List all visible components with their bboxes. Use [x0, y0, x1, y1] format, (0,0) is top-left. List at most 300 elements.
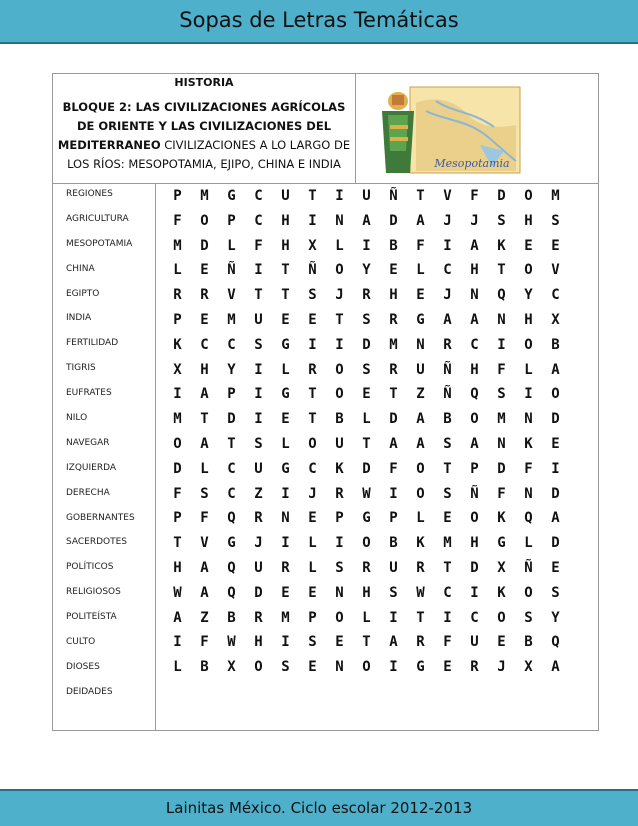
grid-cell: T [362, 634, 371, 651]
grid-cell: P [389, 510, 398, 527]
grid-row [164, 308, 596, 333]
grid-cell: D [389, 411, 398, 428]
grid-cell: O [524, 262, 533, 279]
list-item: MESOPOTAMIA [66, 238, 133, 249]
grid-cell: E [389, 262, 398, 279]
grid-cell: E [416, 287, 425, 304]
letter-grid [164, 184, 596, 680]
grid-cell: A [470, 311, 479, 328]
grid-row [164, 581, 596, 606]
grid-cell: S [308, 287, 317, 304]
grid-row [164, 432, 596, 457]
grid-cell: Z [200, 609, 209, 626]
header-bar [0, 0, 638, 44]
list-item: DIOSES [66, 661, 100, 672]
grid-cell: O [416, 460, 425, 477]
grid-cell: E [281, 411, 290, 428]
grid-cell: I [362, 237, 371, 254]
grid-cell: U [335, 435, 344, 452]
grid-cell: E [443, 659, 452, 676]
grid-cell: F [173, 212, 182, 229]
grid-cell: R [389, 361, 398, 378]
grid-cell: Q [551, 634, 560, 651]
subject-title: HISTORIA [174, 76, 234, 89]
grid-cell: O [254, 659, 263, 676]
grid-cell: I [173, 386, 182, 403]
grid-cell: T [308, 188, 317, 204]
grid-cell: C [227, 460, 236, 477]
grid-cell: D [200, 237, 209, 254]
grid-cell: C [443, 584, 452, 601]
grid-cell: K [524, 435, 533, 452]
grid-cell: A [551, 659, 560, 676]
list-item: POLÍTICOS [66, 562, 114, 573]
grid-cell: D [389, 212, 398, 229]
grid-cell: N [497, 435, 506, 452]
grid-cell: A [470, 435, 479, 452]
grid-cell: I [308, 212, 317, 229]
grid-cell: S [551, 584, 560, 601]
grid-cell: R [254, 609, 263, 626]
grid-cell: R [281, 559, 290, 576]
grid-cell: R [335, 485, 344, 502]
grid-cell: D [497, 188, 506, 204]
grid-cell: T [443, 460, 452, 477]
grid-cell: M [497, 411, 506, 428]
grid-cell: U [416, 361, 425, 378]
grid-cell: C [227, 485, 236, 502]
grid-cell: A [200, 435, 209, 452]
grid-cell: C [200, 336, 209, 353]
grid-cell: J [254, 535, 263, 552]
grid-cell: I [470, 584, 479, 601]
grid-cell: N [281, 510, 290, 527]
grid-cell: E [497, 634, 506, 651]
grid-cell: M [173, 237, 182, 254]
grid-cell: H [281, 237, 290, 254]
grid-cell: F [254, 237, 263, 254]
grid-cell: P [470, 460, 479, 477]
grid-cell: C [470, 336, 479, 353]
grid-cell: B [389, 237, 398, 254]
grid-cell: R [173, 287, 182, 304]
grid-cell: E [362, 386, 371, 403]
grid-cell: I [389, 659, 398, 676]
grid-cell: Ñ [524, 559, 533, 576]
grid-cell: N [497, 311, 506, 328]
grid-cell: O [416, 485, 425, 502]
grid-cell: I [254, 411, 263, 428]
grid-cell: X [524, 659, 533, 676]
grid-cell: P [227, 386, 236, 403]
grid-cell: R [416, 559, 425, 576]
grid-cell: O [173, 435, 182, 452]
grid-cell: K [497, 584, 506, 601]
grid-cell: M [551, 188, 560, 204]
grid-cell: E [551, 237, 560, 254]
grid-cell: E [281, 584, 290, 601]
grid-cell: J [470, 212, 479, 229]
list-item: CULTO [66, 637, 96, 648]
grid-cell: D [227, 411, 236, 428]
grid-cell: A [551, 510, 560, 527]
list-item: TIGRIS [66, 363, 96, 374]
grid-cell: T [389, 386, 398, 403]
grid-cell: X [227, 659, 236, 676]
grid-cell: R [443, 336, 452, 353]
grid-cell: W [173, 584, 182, 601]
list-item: NAVEGAR [66, 437, 110, 448]
grid-cell: A [470, 237, 479, 254]
grid-cell: K [416, 535, 425, 552]
list-item: NILO [66, 413, 88, 424]
divider [355, 73, 356, 184]
grid-cell: M [281, 609, 290, 626]
grid-cell: E [524, 237, 533, 254]
grid-cell: I [497, 336, 506, 353]
grid-cell: O [200, 212, 209, 229]
grid-cell: D [551, 535, 560, 552]
grid-cell: P [335, 510, 344, 527]
grid-cell: F [173, 485, 182, 502]
grid-cell: N [470, 287, 479, 304]
grid-cell: Ñ [389, 188, 398, 204]
grid-cell: C [551, 287, 560, 304]
grid-cell: Ñ [308, 262, 317, 279]
grid-cell: X [551, 311, 560, 328]
grid-cell: H [470, 361, 479, 378]
grid-cell: E [308, 584, 317, 601]
grid-cell: E [551, 559, 560, 576]
grid-cell: L [524, 361, 533, 378]
grid-cell: H [524, 212, 533, 229]
grid-cell: A [416, 435, 425, 452]
grid-cell: E [308, 311, 317, 328]
grid-cell: S [362, 311, 371, 328]
grid-cell: M [389, 336, 398, 353]
grid-cell: A [200, 559, 209, 576]
grid-cell: F [443, 634, 452, 651]
grid-cell: Ñ [227, 262, 236, 279]
grid-cell: O [470, 411, 479, 428]
grid-cell: A [200, 386, 209, 403]
grid-row [164, 209, 596, 234]
grid-cell: P [308, 609, 317, 626]
grid-cell: G [281, 460, 290, 477]
list-item: GOBERNANTES [66, 512, 135, 523]
grid-cell: D [254, 584, 263, 601]
grid-cell: Y [551, 609, 560, 626]
grid-cell: H [173, 559, 182, 576]
grid-cell: I [281, 485, 290, 502]
grid-cell: A [389, 634, 398, 651]
grid-cell: O [362, 535, 371, 552]
grid-cell: L [524, 535, 533, 552]
grid-cell: E [443, 510, 452, 527]
list-item: DEIDADES [66, 686, 113, 697]
grid-cell: X [497, 559, 506, 576]
grid-cell: F [497, 361, 506, 378]
grid-cell: V [443, 188, 452, 204]
footer-bar [0, 789, 638, 826]
grid-cell: D [362, 460, 371, 477]
grid-cell: D [551, 485, 560, 502]
grid-cell: I [173, 634, 182, 651]
grid-cell: C [254, 188, 263, 204]
grid-cell: N [524, 411, 533, 428]
grid-cell: J [308, 485, 317, 502]
grid-cell: O [335, 386, 344, 403]
grid-cell: C [227, 336, 236, 353]
grid-cell: C [470, 609, 479, 626]
word-list [66, 182, 156, 705]
grid-cell: O [497, 609, 506, 626]
grid-cell: H [470, 262, 479, 279]
grid-cell: H [524, 311, 533, 328]
list-item: RELIGIOSOS [66, 587, 121, 598]
grid-cell: O [524, 584, 533, 601]
grid-cell: K [173, 336, 182, 353]
grid-cell: R [470, 659, 479, 676]
grid-cell: J [443, 287, 452, 304]
grid-cell: Q [227, 584, 236, 601]
grid-cell: I [443, 609, 452, 626]
grid-cell: J [443, 212, 452, 229]
grid-cell: B [443, 411, 452, 428]
grid-cell: I [281, 634, 290, 651]
grid-cell: S [254, 435, 263, 452]
grid-cell: Q [497, 287, 506, 304]
grid-cell: Z [254, 485, 263, 502]
grid-cell: T [416, 609, 425, 626]
grid-cell: I [443, 237, 452, 254]
grid-cell: T [254, 287, 263, 304]
list-item: POLITEÍSTA [66, 612, 117, 623]
grid-cell: Y [524, 287, 533, 304]
grid-cell: L [173, 262, 182, 279]
grid-cell: W [362, 485, 371, 502]
grid-cell: O [362, 659, 371, 676]
grid-cell: P [227, 212, 236, 229]
grid-cell: O [335, 609, 344, 626]
grid-cell: Q [227, 559, 236, 576]
grid-cell: C [254, 212, 263, 229]
grid-cell: D [470, 559, 479, 576]
grid-cell: R [416, 634, 425, 651]
grid-cell: R [362, 287, 371, 304]
grid-cell: R [362, 559, 371, 576]
grid-cell: E [308, 659, 317, 676]
grid-cell: A [173, 609, 182, 626]
grid-cell: X [173, 361, 182, 378]
grid-cell: P [173, 311, 182, 328]
grid-cell: B [200, 659, 209, 676]
grid-row [164, 630, 596, 655]
grid-cell: F [497, 485, 506, 502]
grid-cell: L [335, 237, 344, 254]
grid-cell: L [227, 237, 236, 254]
grid-row [164, 184, 596, 209]
grid-cell: I [335, 535, 344, 552]
grid-cell: H [470, 535, 479, 552]
grid-cell: Q [470, 386, 479, 403]
grid-cell: T [335, 311, 344, 328]
grid-cell: U [470, 634, 479, 651]
grid-cell: L [308, 559, 317, 576]
grid-cell: F [200, 510, 209, 527]
grid-cell: M [443, 535, 452, 552]
grid-cell: I [389, 609, 398, 626]
grid-cell: A [416, 411, 425, 428]
grid-cell: E [308, 510, 317, 527]
grid-cell: C [443, 262, 452, 279]
grid-cell: H [389, 287, 398, 304]
list-item: AGRICULTURA [66, 213, 129, 224]
subject-header [54, 74, 354, 174]
grid-cell: G [227, 535, 236, 552]
grid-cell: V [227, 287, 236, 304]
grid-cell: B [524, 634, 533, 651]
list-item: CHINA [66, 263, 95, 274]
grid-cell: B [551, 336, 560, 353]
grid-row [164, 283, 596, 308]
grid-cell: E [200, 311, 209, 328]
grid-cell: L [416, 262, 425, 279]
grid-row [164, 606, 596, 631]
grid-cell: S [551, 212, 560, 229]
grid-cell: H [362, 584, 371, 601]
grid-cell: B [227, 609, 236, 626]
grid-cell: T [443, 559, 452, 576]
grid-cell: A [443, 311, 452, 328]
grid-cell: E [281, 311, 290, 328]
grid-cell: R [200, 287, 209, 304]
grid-row [164, 333, 596, 358]
grid-cell: T [308, 411, 317, 428]
grid-cell: I [308, 336, 317, 353]
grid-cell: S [281, 659, 290, 676]
grid-cell: L [173, 659, 182, 676]
list-item: EGIPTO [66, 288, 100, 299]
grid-cell: H [281, 212, 290, 229]
grid-cell: A [362, 212, 371, 229]
grid-cell: J [497, 659, 506, 676]
grid-cell: T [227, 435, 236, 452]
grid-cell: C [308, 460, 317, 477]
list-item: REGIONES [66, 189, 113, 199]
grid-cell: A [200, 584, 209, 601]
grid-cell: O [308, 435, 317, 452]
grid-cell: R [254, 510, 263, 527]
grid-cell: G [227, 188, 236, 204]
grid-cell: N [416, 336, 425, 353]
grid-cell: F [470, 188, 479, 204]
grid-cell: O [524, 188, 533, 204]
grid-cell: Y [227, 361, 236, 378]
list-item: FERTILIDAD [66, 338, 119, 349]
grid-cell: H [254, 634, 263, 651]
grid-cell: Y [362, 262, 371, 279]
grid-cell: O [551, 386, 560, 403]
grid-cell: T [173, 535, 182, 552]
grid-cell: D [497, 460, 506, 477]
grid-row [164, 258, 596, 283]
grid-cell: I [335, 188, 344, 204]
grid-cell: V [200, 535, 209, 552]
grid-cell: Ñ [443, 386, 452, 403]
block-subtitle: CIVILIZACIONES A LO LARGO DE LOS RÍOS: MESOPOTAMIA, EJIPO, CHINA E INDIA [67, 138, 351, 171]
illustration-caption: Mesopotamia [434, 157, 510, 170]
grid-cell: A [551, 361, 560, 378]
grid-cell: L [200, 460, 209, 477]
grid-cell: I [551, 460, 560, 477]
grid-row [164, 482, 596, 507]
grid-cell: F [200, 634, 209, 651]
grid-cell: G [281, 336, 290, 353]
grid-cell: O [524, 336, 533, 353]
grid-cell: Q [227, 510, 236, 527]
grid-cell: A [416, 212, 425, 229]
grid-cell: T [308, 386, 317, 403]
grid-cell: K [497, 237, 506, 254]
grid-row [164, 556, 596, 581]
grid-cell: R [389, 311, 398, 328]
grid-cell: L [308, 535, 317, 552]
grid-cell: I [254, 386, 263, 403]
grid-cell: U [254, 311, 263, 328]
grid-cell: G [281, 386, 290, 403]
grid-cell: L [416, 510, 425, 527]
grid-cell: Z [416, 386, 425, 403]
list-item: EUFRATES [66, 388, 112, 399]
grid-cell: S [362, 361, 371, 378]
grid-cell: U [281, 188, 290, 204]
grid-cell: F [524, 460, 533, 477]
grid-cell: S [389, 584, 398, 601]
list-item: INDIA [66, 313, 92, 324]
list-item: DERECHA [66, 487, 110, 498]
grid-cell: F [416, 237, 425, 254]
grid-cell: B [335, 411, 344, 428]
grid-cell: E [551, 435, 560, 452]
grid-cell: E [200, 262, 209, 279]
grid-cell: U [254, 559, 263, 576]
grid-cell: S [443, 435, 452, 452]
grid-cell: D [362, 336, 371, 353]
grid-cell: T [416, 188, 425, 204]
grid-cell: H [200, 361, 209, 378]
grid-cell: S [497, 212, 506, 229]
grid-cell: G [416, 311, 425, 328]
grid-cell: Ñ [470, 485, 479, 502]
grid-cell: G [416, 659, 425, 676]
grid-cell: R [308, 361, 317, 378]
grid-cell: M [200, 188, 209, 204]
grid-cell: E [335, 634, 344, 651]
grid-cell: L [362, 411, 371, 428]
grid-cell: S [335, 559, 344, 576]
footer-text: Lainitas México. Ciclo escolar 2012-2013 [165, 799, 473, 817]
grid-cell: Q [524, 510, 533, 527]
grid-cell: I [335, 336, 344, 353]
grid-cell: P [173, 188, 182, 204]
grid-cell: I [524, 386, 533, 403]
grid-cell: M [227, 311, 236, 328]
grid-row [164, 234, 596, 259]
grid-cell: I [389, 485, 398, 502]
grid-cell: W [416, 584, 425, 601]
grid-cell: S [308, 634, 317, 651]
